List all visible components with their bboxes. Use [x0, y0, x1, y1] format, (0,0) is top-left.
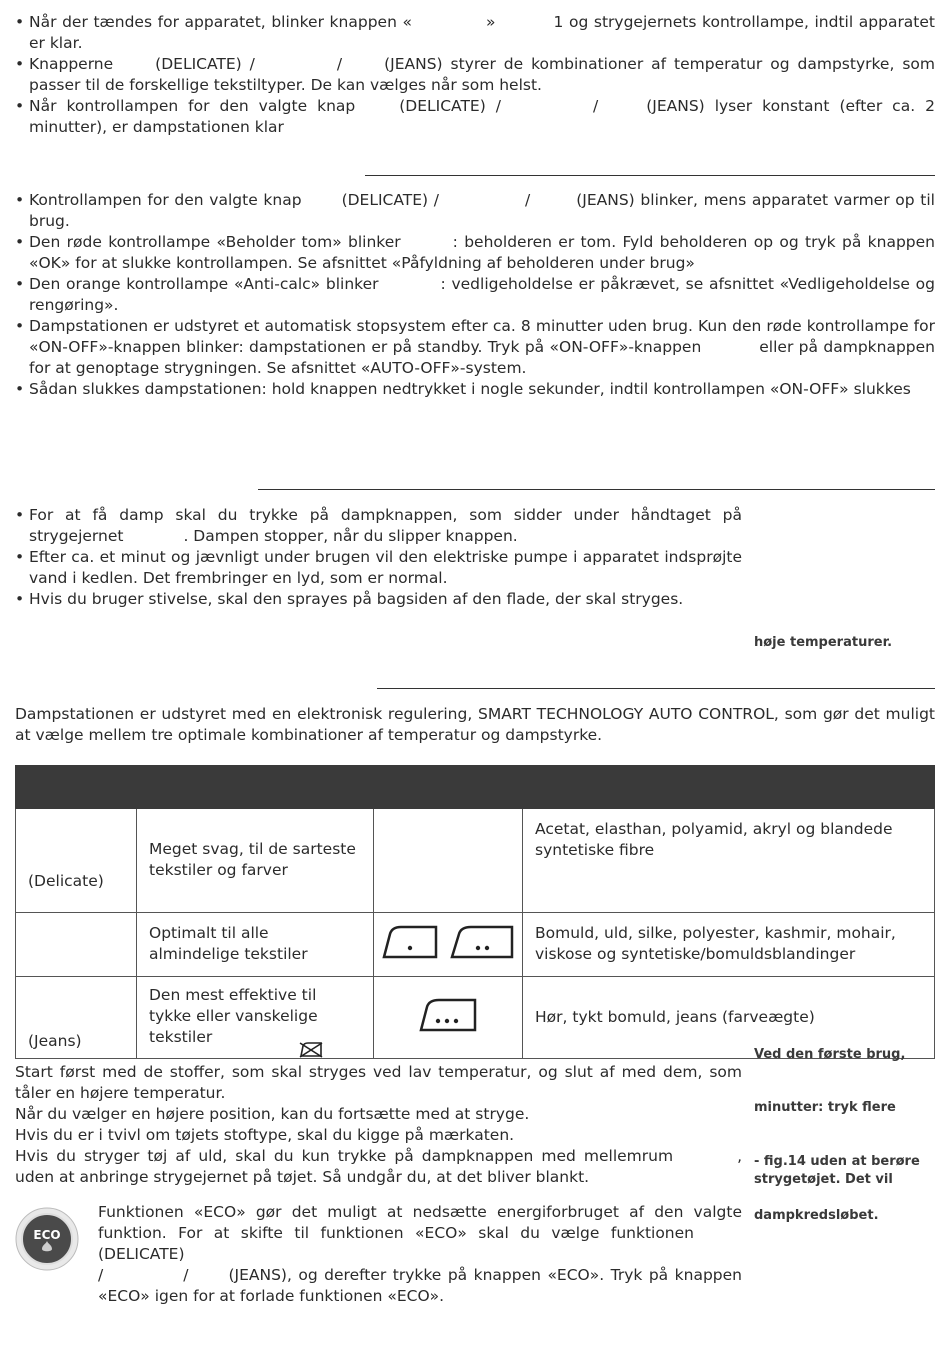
- table-row: [16, 809, 935, 913]
- list-item: • Efter ca. et minut og jævnligt under brugen vil den elektriske pumpe i apparatet indsprøjte vand i kedlen. Det frembringer en lyd, som er normal.: [15, 547, 742, 589]
- section-rule: [365, 175, 935, 176]
- list-item: • Den orange kontrollampe «Anti-calc» blinker : vedligeholdelse er påkrævet, se afsnittet «Vedligeholdelse og rengøring».: [15, 274, 935, 316]
- iron-one-dot-icon: [381, 924, 439, 960]
- list-item: • Hvis du bruger stivelse, skal den sprayes på bagsiden af den flade, der skal stryges.: [15, 589, 742, 610]
- section-5-text: Start først med de stoffer, som skal stryges ved lav temperatur, og slut af med dem, som tåler en højere temperatur. Når du vælger en højere position, kan du fortsætte med at stryge. Hvis du er i tvivl om tøjets stoftype, skal du kigge på mærkaten. Hvis du stryger tøj af uld, skal du kun trykke på dampknappen med mellemrum , uden at anbringe strygejernet på tøjet. Så undgår du, at det bliver blankt.: [15, 1063, 742, 1186]
- side-note: dampkredsløbet.: [754, 1208, 879, 1223]
- desc-cell: Meget svag, til de sarteste tekstiler og farver: [137, 809, 374, 913]
- list-item: • Når kontrollampen for den valgte knap (DELICATE) / / (JEANS) lyser konstant (efter ca. 2 minutter), er dampstationen klar: [15, 96, 935, 138]
- fabric-cell: Acetat, elasthan, polyamid, akryl og blandede syntetiske fibre: [523, 809, 935, 913]
- eco-badge-label: ECO: [33, 1228, 61, 1242]
- list-item: • Knapperne (DELICATE) / / (JEANS) styrer de kombinationer af temperatur og dampstyrke, som passer til de forskellige tekstiltyper. De kan vælges når som helst.: [15, 54, 935, 96]
- fabric-cell: Hør, tykt bomuld, jeans (farveægte): [523, 977, 935, 1059]
- desc-cell: Optimalt til alle almindelige tekstiler: [137, 913, 374, 977]
- section-1-list: [15, 12, 935, 138]
- list-item: • Dampstationen er udstyret et automatisk stopsystem efter ca. 8 minutter uden brug. Kun den røde kontrollampe for «ON-OFF»-knappen blinker: dampstationen er på standby. Tryk på «ON-OFF»-knappen eller på dampknappen for at genoptage strygningen. Se afsnittet «AUTO-OFF»-system.: [15, 316, 935, 379]
- section-2-list: [15, 190, 935, 400]
- fabric-cell: Bomuld, uld, silke, polyester, kashmir, mohair, viskose og syntetiske/bomuldsblandinger: [523, 913, 935, 977]
- section-3-list: [15, 505, 742, 610]
- table-row: [16, 913, 935, 977]
- section-4-intro: Dampstationen er udstyret med en elektronisk regulering, SMART TECHNOLOGY AUTO CONTROL, som gør det muligt at vælge mellem tre optimale kombinationer af temperatur og dampstyrke.: [15, 705, 935, 744]
- table-header-row: [16, 766, 935, 809]
- eco-icon: [15, 1207, 79, 1271]
- icon-cell: [374, 977, 523, 1059]
- side-note: - fig.14 uden at berøre strygetøjet. Det vil: [754, 1154, 920, 1187]
- list-item: • Sådan slukkes dampstationen: hold knappen nedtrykket i nogle sekunder, indtil kontrollampen «ON-OFF» slukkes: [15, 379, 935, 400]
- settings-table: [15, 765, 935, 1059]
- section-rule: [258, 489, 935, 490]
- side-note: høje temperaturer.: [754, 635, 893, 650]
- iron-two-dots-icon: [449, 924, 515, 960]
- eco-text: Funktionen «ECO» gør det muligt at nedsætte energiforbruget af den valgte funktion. For at skifte til funktionen «ECO» skal du vælge funktionen(DELICATE) / / (JEANS), og derefter trykke på knappen «ECO». Tryk på knappen «ECO» igen for at forlade funktionen «ECO».: [98, 1203, 742, 1305]
- no-steam-icon: [299, 1042, 323, 1058]
- list-item: • Når der tændes for apparatet, blinker knappen « » 1 og strygejernets kontrollampe, indtil apparatet er klar.: [15, 12, 935, 54]
- side-note: Ved den første brug,: [754, 1047, 906, 1062]
- desc-cell: Den mest effektive til tykke eller vanskelige tekstiler: [137, 977, 374, 1059]
- list-item: • Den røde kontrollampe «Beholder tom» blinker : beholderen er tom. Fyld beholderen op og tryk på knappen «OK» for at slukke kontrollampen. Se afsnittet «Påfyldning af beholderen under brug»: [15, 232, 935, 274]
- side-note: minutter: tryk flere: [754, 1100, 896, 1115]
- iron-three-dots-icon: [418, 997, 478, 1033]
- icon-cell: [374, 913, 523, 977]
- section-rule: [377, 688, 935, 689]
- mode-cell: (Jeans): [16, 977, 137, 1059]
- list-item: • Kontrollampen for den valgte knap (DELICATE) / / (JEANS) blinker, mens apparatet varmer op til brug.: [15, 190, 935, 232]
- mode-cell: [16, 913, 137, 977]
- icon-cell: [374, 809, 523, 913]
- list-item: • For at få damp skal du trykke på dampknappen, som sidder under håndtaget på strygejernet . Dampen stopper, når du slipper knappen.: [15, 505, 742, 547]
- mode-cell: (Delicate): [16, 809, 137, 913]
